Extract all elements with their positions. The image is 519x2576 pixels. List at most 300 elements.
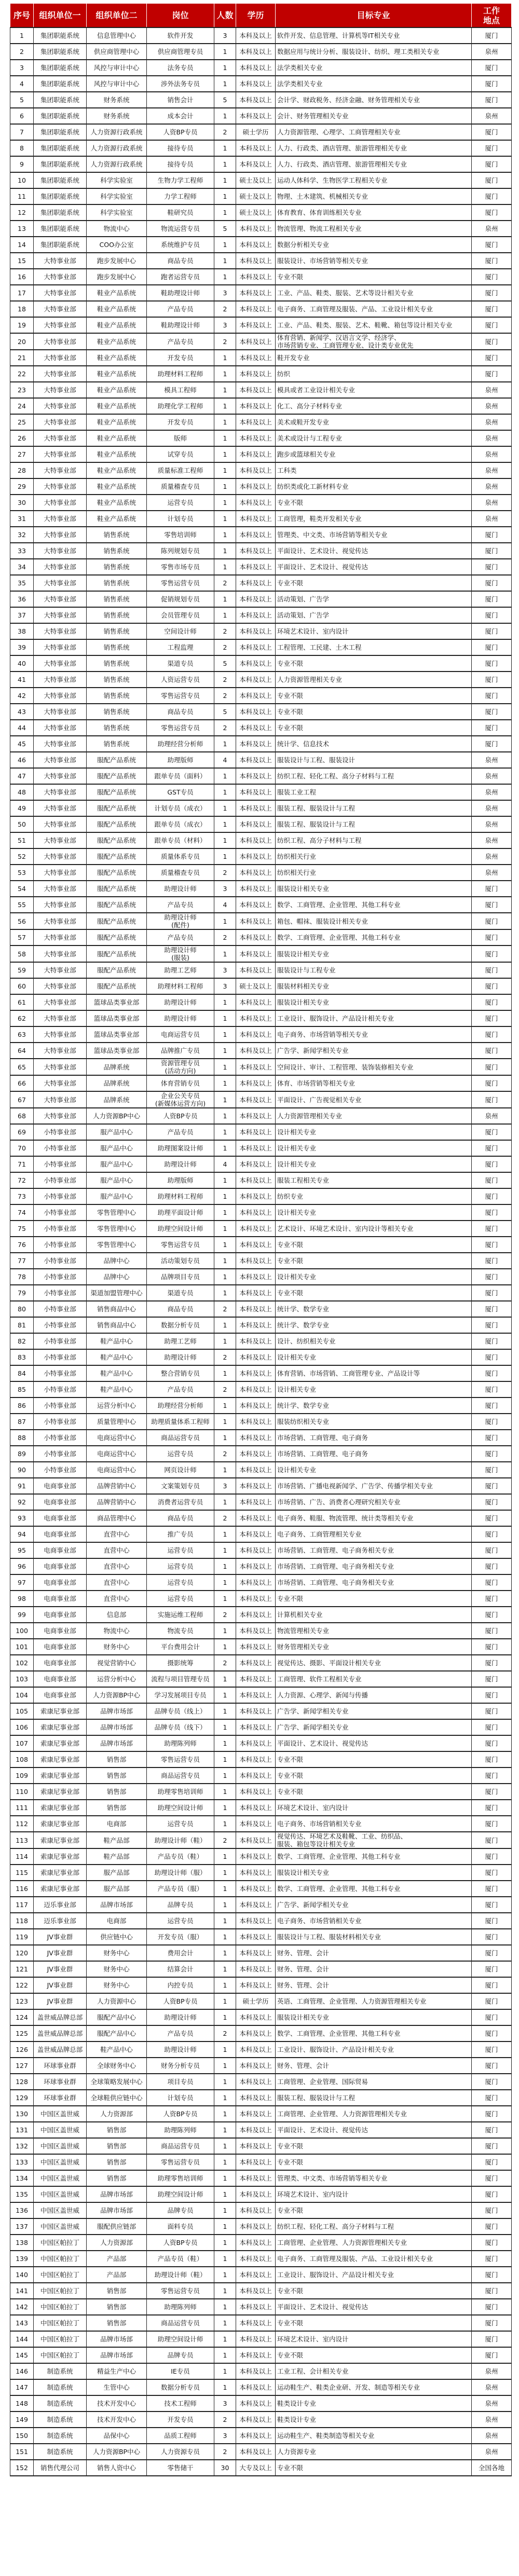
- table-row: [10, 2025, 512, 2041]
- headcount-cell: 1: [214, 1108, 236, 1124]
- work-location-cell: 厦门: [472, 1767, 512, 1784]
- headcount-cell: 30: [214, 2460, 236, 2476]
- org-unit-2-cell: 人力资源BP中心: [87, 1687, 147, 1703]
- work-location-cell: 厦门: [472, 2251, 512, 2267]
- table-row: [10, 1204, 512, 1221]
- org-unit-2-cell: 品牌中心: [87, 1253, 147, 1269]
- target-major-cell: 市场营销、广播电视新闻学、广告学、传播学相关专业: [276, 1478, 472, 1494]
- position-cell: 鞋研究员: [147, 204, 214, 221]
- org-unit-1-cell: 中国区帕拉丁: [34, 2347, 87, 2363]
- headcount-cell: 3: [214, 285, 236, 301]
- target-major-cell: 服装纺织相关专业: [276, 1414, 472, 1430]
- headcount-cell: 1: [214, 1977, 236, 1993]
- work-location-cell: 厦门: [472, 1881, 512, 1897]
- work-location-cell: 厦门: [472, 881, 512, 897]
- position-cell: 人资BP专员: [147, 1993, 214, 2009]
- headcount-cell: 1: [214, 188, 236, 204]
- headcount-cell: 1: [214, 1542, 236, 1558]
- work-location-cell: 厦门: [472, 1317, 512, 1333]
- work-location-cell: 厦门: [472, 2186, 512, 2202]
- position-cell: 接待专员: [147, 156, 214, 172]
- org-unit-1-cell: 大特事业部: [34, 768, 87, 784]
- org-unit-1-cell: 大特事业部: [34, 398, 87, 414]
- table-row: [10, 1639, 512, 1655]
- table-row: [10, 1671, 512, 1687]
- index-cell: 103: [10, 1671, 34, 1687]
- org-unit-2-cell: 销售系统: [87, 543, 147, 559]
- table-row: [10, 366, 512, 382]
- work-location-cell: 厦门: [472, 1929, 512, 1945]
- education-cell: 本科及以上: [236, 1687, 276, 1703]
- org-unit-2-cell: 品牌系统: [87, 1075, 147, 1091]
- org-unit-2-cell: 人力资源行政系统: [87, 140, 147, 156]
- index-cell: 107: [10, 1735, 34, 1751]
- org-unit-1-cell: 大特事业部: [34, 1026, 87, 1043]
- table-row: [10, 768, 512, 784]
- education-cell: 本科及以上: [236, 1043, 276, 1059]
- target-major-cell: 纺织工程、高分子材料与工程: [276, 832, 472, 848]
- work-location-cell: 厦门: [472, 575, 512, 591]
- table-row: [10, 720, 512, 736]
- education-cell: 本科及以上: [236, 559, 276, 575]
- table-row: [10, 2106, 512, 2122]
- org-unit-2-cell: 品牌市场部: [87, 1897, 147, 1913]
- headcount-cell: 1: [214, 1204, 236, 1221]
- headcount-cell: 1: [214, 1558, 236, 1574]
- work-location-cell: 厦门: [472, 1333, 512, 1349]
- index-cell: 66: [10, 1075, 34, 1091]
- org-unit-1-cell: 集团职能系统: [34, 28, 87, 44]
- org-unit-2-cell: 精益生产中心: [87, 2363, 147, 2379]
- education-cell: 本科及以上: [236, 2122, 276, 2138]
- work-location-cell: 厦门: [472, 2058, 512, 2074]
- org-unit-1-cell: 制造系统: [34, 2395, 87, 2411]
- target-major-cell: 专业不限: [276, 2283, 472, 2299]
- work-location-cell: 泉州: [472, 752, 512, 768]
- headcount-cell: 1: [214, 1848, 236, 1865]
- headcount-cell: 2: [214, 1655, 236, 1671]
- education-cell: 本科及以上: [236, 1397, 276, 1414]
- education-cell: 本科及以上: [236, 1253, 276, 1269]
- headcount-cell: 1: [214, 462, 236, 478]
- org-unit-2-cell: 销售系统: [87, 704, 147, 720]
- position-cell: 产品专员（鞋）: [147, 2251, 214, 2267]
- education-cell: 本科及以上: [236, 994, 276, 1010]
- target-major-cell: 艺术设计、环境艺术设计、室内设计等相关专业: [276, 1221, 472, 1237]
- education-cell: 本科及以上: [236, 1865, 276, 1881]
- org-unit-1-cell: 大特事业部: [34, 623, 87, 639]
- work-location-cell: 厦门: [472, 350, 512, 366]
- headcount-cell: 1: [214, 1188, 236, 1204]
- org-unit-1-cell: 集团职能系统: [34, 76, 87, 92]
- target-major-cell: 设计相关专业: [276, 1124, 472, 1140]
- org-unit-2-cell: 运营分析中心: [87, 1397, 147, 1414]
- work-location-cell: 厦门: [472, 688, 512, 704]
- education-cell: 本科及以上: [236, 1639, 276, 1655]
- education-cell: 本科及以上: [236, 382, 276, 398]
- education-cell: 本科及以上: [236, 2299, 276, 2315]
- index-cell: 10: [10, 172, 34, 188]
- target-major-cell: 财务、管理、会计: [276, 1961, 472, 1977]
- education-cell: 本科及以上: [236, 2347, 276, 2363]
- org-unit-2-cell: 鞋业产品系统: [87, 382, 147, 398]
- work-location-cell: 厦门: [472, 1735, 512, 1751]
- education-cell: 本科及以上: [236, 366, 276, 382]
- work-location-cell: 厦门: [472, 1091, 512, 1108]
- headcount-cell: 1: [214, 1397, 236, 1414]
- target-major-cell: 市场营销、工商管理、电子商务相关专业: [276, 1574, 472, 1591]
- table-row: [10, 2122, 512, 2138]
- education-cell: 本科及以上: [236, 1832, 276, 1848]
- table-row: [10, 2009, 512, 2025]
- org-unit-2-cell: 物流中心: [87, 1623, 147, 1639]
- org-unit-2-cell: 鞋产品中心: [87, 1333, 147, 1349]
- table-row: [10, 1108, 512, 1124]
- org-unit-2-cell: 销售部: [87, 2154, 147, 2170]
- index-cell: 141: [10, 2283, 34, 2299]
- work-location-cell: 厦门: [472, 301, 512, 317]
- work-location-cell: 厦门: [472, 1639, 512, 1655]
- education-cell: 本科及以上: [236, 1333, 276, 1349]
- target-major-cell: 统计学、数学专业: [276, 1317, 472, 1333]
- work-location-cell: 厦门: [472, 2315, 512, 2331]
- org-unit-2-cell: 财务中心: [87, 1945, 147, 1961]
- work-location-cell: 厦门: [472, 1059, 512, 1075]
- position-cell: 运营专员: [147, 1591, 214, 1607]
- org-unit-1-cell: 集团职能系统: [34, 108, 87, 124]
- position-cell: 渠道专员: [147, 1285, 214, 1301]
- table-row: [10, 1156, 512, 1172]
- position-cell: 产品专员: [147, 1381, 214, 1397]
- table-row: [10, 2379, 512, 2395]
- target-major-cell: 专业不限: [276, 2315, 472, 2331]
- index-cell: 113: [10, 1832, 34, 1848]
- org-unit-2-cell: 服配产品系统: [87, 800, 147, 816]
- index-cell: 135: [10, 2186, 34, 2202]
- position-cell: 助理陈列师: [147, 2122, 214, 2138]
- index-cell: 22: [10, 366, 34, 382]
- table-row: [10, 591, 512, 607]
- target-major-cell: 管理类、中文类、市场营销等相关专业: [276, 527, 472, 543]
- table-row: [10, 865, 512, 881]
- work-location-cell: 厦门: [472, 124, 512, 140]
- org-unit-2-cell: 全球策略发展中心: [87, 2074, 147, 2090]
- target-major-cell: 数学、工商管理、企业管理、其他工科专业: [276, 929, 472, 946]
- index-cell: 98: [10, 1591, 34, 1607]
- org-unit-2-cell: 鞋产品部: [87, 1848, 147, 1865]
- org-unit-1-cell: 集团职能系统: [34, 188, 87, 204]
- header-org-unit-1: 组织单位一: [34, 4, 87, 28]
- table-row: [10, 962, 512, 978]
- work-location-cell: 厦门: [472, 28, 512, 44]
- index-cell: 3: [10, 60, 34, 76]
- table-row: [10, 1800, 512, 1816]
- table-row: [10, 1913, 512, 1929]
- index-cell: 20: [10, 333, 34, 350]
- org-unit-2-cell: 财务中心: [87, 1961, 147, 1977]
- org-unit-1-cell: 大特事业部: [34, 366, 87, 382]
- education-cell: 本科及以上: [236, 1574, 276, 1591]
- org-unit-2-cell: 销售系统: [87, 672, 147, 688]
- org-unit-1-cell: 中国区帕拉丁: [34, 2267, 87, 2283]
- index-cell: 67: [10, 1091, 34, 1108]
- headcount-cell: 1: [214, 784, 236, 800]
- work-location-cell: 厦门: [472, 2090, 512, 2106]
- org-unit-1-cell: 电商事业部: [34, 1671, 87, 1687]
- headcount-cell: 2: [214, 1349, 236, 1365]
- target-major-cell: 活动策划、广告学: [276, 591, 472, 607]
- position-cell: 产品专员: [147, 897, 214, 913]
- position-cell: 零售运营专员: [147, 2154, 214, 2170]
- table-row: [10, 2299, 512, 2315]
- work-location-cell: 厦门: [472, 2041, 512, 2058]
- index-cell: 110: [10, 1784, 34, 1800]
- headcount-cell: 1: [214, 430, 236, 446]
- org-unit-1-cell: 销售代理公司: [34, 2460, 87, 2476]
- education-cell: 本科及以上: [236, 607, 276, 623]
- education-cell: 本科及以上: [236, 2058, 276, 2074]
- education-cell: 本科及以上: [236, 2444, 276, 2460]
- education-cell: 本科及以上: [236, 1881, 276, 1897]
- table-row: [10, 1816, 512, 1832]
- table-row: [10, 2444, 512, 2460]
- table-row: [10, 688, 512, 704]
- education-cell: 本科及以上: [236, 414, 276, 430]
- org-unit-1-cell: 大特事业部: [34, 253, 87, 269]
- table-row: [10, 2235, 512, 2251]
- headcount-cell: 4: [214, 752, 236, 768]
- headcount-cell: 1: [214, 1494, 236, 1510]
- target-major-cell: 市场营销、工商管理、电子商务相关专业: [276, 1558, 472, 1574]
- education-cell: 本科及以上: [236, 832, 276, 848]
- org-unit-1-cell: 大特事业部: [34, 543, 87, 559]
- headcount-cell: 1: [214, 172, 236, 188]
- work-location-cell: 厦门: [472, 2331, 512, 2347]
- target-major-cell: 体育营销、新闻学、汉语言文学、经济学、 市场营销专业、工商管理专业、设计类专业优先: [276, 333, 472, 350]
- work-location-cell: 泉州: [472, 848, 512, 865]
- target-major-cell: 平面设计、广告视觉相关专业: [276, 1091, 472, 1108]
- headcount-cell: 1: [214, 994, 236, 1010]
- table-row: [10, 913, 512, 929]
- education-cell: 本科及以上: [236, 1204, 276, 1221]
- position-cell: 质量体系专员: [147, 848, 214, 865]
- headcount-cell: 1: [214, 816, 236, 832]
- index-cell: 39: [10, 639, 34, 655]
- org-unit-1-cell: 大特事业部: [34, 848, 87, 865]
- org-unit-1-cell: 制造系统: [34, 2379, 87, 2395]
- headcount-cell: 1: [214, 1059, 236, 1075]
- education-cell: 本科及以上: [236, 2170, 276, 2186]
- work-location-cell: 厦门: [472, 607, 512, 623]
- target-major-cell: 人力资源管理相关专业: [276, 1108, 472, 1124]
- target-major-cell: 专业不限: [276, 1784, 472, 1800]
- index-cell: 104: [10, 1687, 34, 1703]
- work-location-cell: 厦门: [472, 978, 512, 994]
- education-cell: 本科及以上: [236, 1897, 276, 1913]
- headcount-cell: 1: [214, 60, 236, 76]
- position-cell: 助理材料工程师: [147, 1188, 214, 1204]
- target-major-cell: 服装工程相关专业: [276, 1172, 472, 1188]
- education-cell: 本科及以上: [236, 92, 276, 108]
- target-major-cell: 数据应用与统计分析、服装设计、纺织、理工类相关专业: [276, 44, 472, 60]
- education-cell: 本科及以上: [236, 1059, 276, 1075]
- work-location-cell: 泉州: [472, 816, 512, 832]
- position-cell: 零售储干: [147, 2460, 214, 2476]
- table-row: [10, 848, 512, 865]
- education-cell: 本科及以上: [236, 2138, 276, 2154]
- target-major-cell: 服装工业工程: [276, 784, 472, 800]
- org-unit-2-cell: 品牌营销中心: [87, 1494, 147, 1510]
- headcount-cell: 2: [214, 124, 236, 140]
- header-headcount: 人数: [214, 4, 236, 28]
- index-cell: 125: [10, 2025, 34, 2041]
- education-cell: 本科及以上: [236, 1913, 276, 1929]
- target-major-cell: 服装设计相关专业: [276, 1865, 472, 1881]
- org-unit-2-cell: 销售商品中心: [87, 1317, 147, 1333]
- education-cell: 硕士及以上: [236, 978, 276, 994]
- work-location-cell: 厦门: [472, 269, 512, 285]
- org-unit-1-cell: 中国区帕拉丁: [34, 2235, 87, 2251]
- index-cell: 78: [10, 1269, 34, 1285]
- target-major-cell: 专业不限: [276, 2202, 472, 2218]
- org-unit-1-cell: 小特事业部: [34, 1188, 87, 1204]
- education-cell: 本科及以上: [236, 1623, 276, 1639]
- position-cell: 助理设计师（服）: [147, 1865, 214, 1881]
- work-location-cell: 泉州: [472, 462, 512, 478]
- position-cell: 网页设计师: [147, 1462, 214, 1478]
- index-cell: 61: [10, 994, 34, 1010]
- work-location-cell: 厦门: [472, 2122, 512, 2138]
- index-cell: 31: [10, 511, 34, 527]
- index-cell: 85: [10, 1381, 34, 1397]
- table-row: [10, 1542, 512, 1558]
- target-major-cell: 专业不限: [276, 1751, 472, 1767]
- org-unit-2-cell: 技术开发中心: [87, 2395, 147, 2411]
- position-cell: 助理零售培训师: [147, 2170, 214, 2186]
- position-cell: 人资BP专员: [147, 2106, 214, 2122]
- org-unit-1-cell: 集团职能系统: [34, 124, 87, 140]
- org-unit-1-cell: 索康尼事业部: [34, 1800, 87, 1816]
- org-unit-1-cell: 中国区盖世威: [34, 2186, 87, 2202]
- position-cell: 助理平面设计师: [147, 1204, 214, 1221]
- headcount-cell: 1: [214, 1671, 236, 1687]
- work-location-cell: 厦门: [472, 1865, 512, 1881]
- position-cell: 助理版师: [147, 1172, 214, 1188]
- headcount-cell: 1: [214, 2315, 236, 2331]
- index-cell: 138: [10, 2235, 34, 2251]
- headcount-cell: 5: [214, 92, 236, 108]
- org-unit-1-cell: 中国区帕拉丁: [34, 2283, 87, 2299]
- work-location-cell: 厦门: [472, 1430, 512, 1446]
- target-major-cell: 服装工程、服装设计与工程: [276, 800, 472, 816]
- org-unit-1-cell: 大特事业部: [34, 994, 87, 1010]
- headcount-cell: 3: [214, 28, 236, 44]
- education-cell: 本科及以上: [236, 639, 276, 655]
- index-cell: 121: [10, 1961, 34, 1977]
- target-major-cell: 人力、行政类、酒店管理、旅游管理相关专业: [276, 140, 472, 156]
- index-cell: 57: [10, 929, 34, 946]
- index-cell: 123: [10, 1993, 34, 2009]
- index-cell: 139: [10, 2251, 34, 2267]
- org-unit-1-cell: 小特事业部: [34, 1124, 87, 1140]
- position-cell: 平台费用会计: [147, 1639, 214, 1655]
- work-location-cell: 厦门: [472, 623, 512, 639]
- work-location-cell: 厦门: [472, 672, 512, 688]
- org-unit-1-cell: 大特事业部: [34, 946, 87, 962]
- index-cell: 142: [10, 2299, 34, 2315]
- work-location-cell: 厦门: [472, 736, 512, 752]
- table-row: [10, 1719, 512, 1735]
- position-cell: 产品专员: [147, 1124, 214, 1140]
- target-major-cell: 统计学、数学专业: [276, 1301, 472, 1317]
- org-unit-1-cell: 小特事业部: [34, 1365, 87, 1381]
- work-location-cell: 泉州: [472, 2363, 512, 2379]
- headcount-cell: 1: [214, 1865, 236, 1881]
- position-cell: 品质工程师: [147, 2428, 214, 2444]
- index-cell: 86: [10, 1397, 34, 1414]
- target-major-cell: 环境艺术设计、室内设计: [276, 2331, 472, 2347]
- position-cell: 力学工程师: [147, 188, 214, 204]
- org-unit-1-cell: 大特事业部: [34, 269, 87, 285]
- target-major-cell: 电子商务、市场营销等相关专业: [276, 1026, 472, 1043]
- work-location-cell: 厦门: [472, 333, 512, 350]
- table-row: [10, 2202, 512, 2218]
- index-cell: 51: [10, 832, 34, 848]
- org-unit-1-cell: 小特事业部: [34, 1253, 87, 1269]
- work-location-cell: 泉州: [472, 2379, 512, 2395]
- table-row: [10, 430, 512, 446]
- target-major-cell: 专业不限: [276, 655, 472, 672]
- org-unit-1-cell: 电商事业部: [34, 1510, 87, 1526]
- work-location-cell: 厦门: [472, 1140, 512, 1156]
- org-unit-1-cell: 制造系统: [34, 2411, 87, 2428]
- table-row: [10, 1253, 512, 1269]
- headcount-cell: 2: [214, 865, 236, 881]
- work-location-cell: 厦门: [472, 2009, 512, 2025]
- headcount-cell: 1: [214, 2170, 236, 2186]
- work-location-cell: 厦门: [472, 1397, 512, 1414]
- target-major-cell: 数学、工商管理、企业管理、其他工科专业: [276, 2025, 472, 2041]
- org-unit-1-cell: 大特事业部: [34, 607, 87, 623]
- index-cell: 19: [10, 317, 34, 333]
- index-cell: 46: [10, 752, 34, 768]
- target-major-cell: 鞋开发专业: [276, 350, 472, 366]
- table-row: [10, 1751, 512, 1767]
- headcount-cell: 1: [214, 1026, 236, 1043]
- target-major-cell: 会计、财务管理相关专业: [276, 108, 472, 124]
- work-location-cell: 厦门: [472, 1381, 512, 1397]
- org-unit-1-cell: 小特事业部: [34, 1381, 87, 1397]
- index-cell: 118: [10, 1913, 34, 1929]
- org-unit-2-cell: 品牌市场部: [87, 2186, 147, 2202]
- work-location-cell: 厦门: [472, 172, 512, 188]
- position-cell: 运营专员: [147, 1558, 214, 1574]
- position-cell: 助理设计师: [147, 1010, 214, 1026]
- education-cell: 本科及以上: [236, 1494, 276, 1510]
- org-unit-2-cell: 服配产品系统: [87, 978, 147, 994]
- target-major-cell: 服装工程、服装设计与工程: [276, 2090, 472, 2106]
- work-location-cell: 厦门: [472, 1124, 512, 1140]
- education-cell: 本科及以上: [236, 1462, 276, 1478]
- org-unit-1-cell: 集团职能系统: [34, 60, 87, 76]
- position-cell: 商品专员: [147, 1510, 214, 1526]
- position-cell: 实施运维工程师: [147, 1607, 214, 1623]
- education-cell: 本科及以上: [236, 1848, 276, 1865]
- education-cell: 本科及以上: [236, 591, 276, 607]
- index-cell: 55: [10, 897, 34, 913]
- position-cell: 涉外法务专员: [147, 76, 214, 92]
- target-major-cell: 管理类、中文类、市场营销等相关专业: [276, 2170, 472, 2186]
